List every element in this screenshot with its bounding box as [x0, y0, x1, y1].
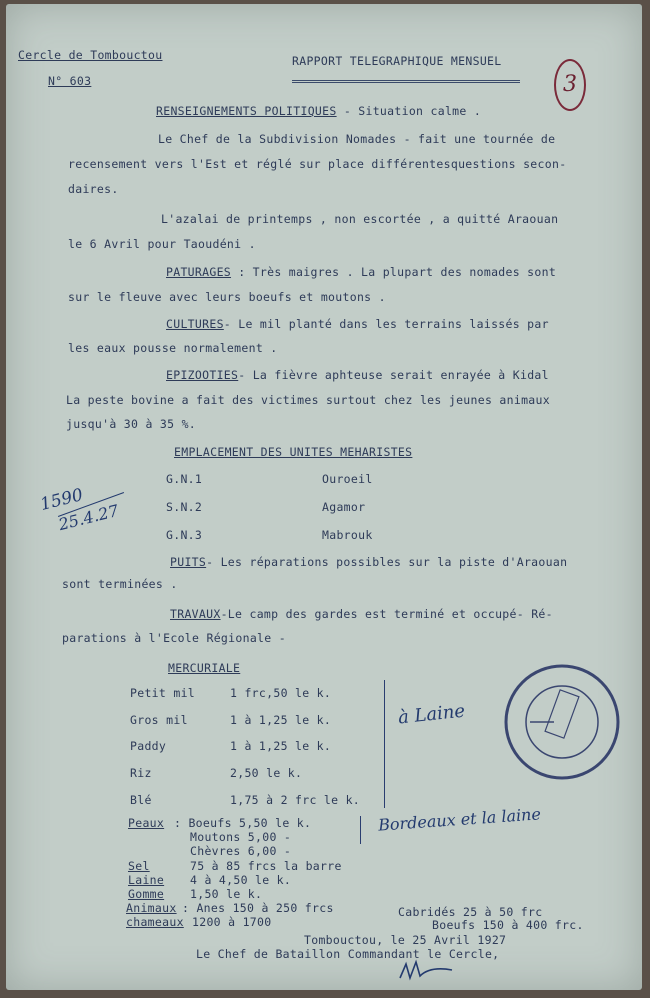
para1-line2: recensement vers l'Est et réglé sur place différentesquestions secon-	[68, 157, 567, 171]
price-item: Paddy	[130, 739, 167, 753]
mercuriale-label: MERCURIALE	[168, 661, 241, 675]
paturages-label: PATURAGES	[166, 265, 232, 279]
epizooties-text: - La fièvre aphteuse serait enrayée à Kidal	[238, 368, 549, 382]
unit-code: S.N.2	[166, 500, 203, 514]
sel-label: Sel	[128, 859, 150, 873]
price-value: 1,75 à 2 frc le k.	[230, 793, 361, 807]
epizooties-line3: jusqu'à 30 à 35 %.	[66, 417, 197, 431]
section-cultures	[166, 317, 549, 331]
unit-code: G.N.1	[166, 472, 203, 486]
margin-note-number: 1590	[38, 485, 86, 515]
signature-line: Le Chef de Bataillon Commandant le Cercle,	[196, 947, 500, 961]
document-sheet	[6, 4, 642, 990]
handwritten-note-1: à Laine	[397, 700, 467, 729]
margin-note-date: 25.4.27	[56, 500, 121, 535]
travaux-line2: parations à l'Ecole Régionale -	[62, 631, 286, 645]
peaux-line: : Boeufs 5,50 le k.	[174, 816, 312, 830]
laine-label: Laine	[128, 873, 165, 887]
price-item: Blé	[130, 793, 152, 807]
section-paturages	[166, 265, 556, 279]
politique-text: - Situation calme .	[336, 104, 482, 118]
sel-text: 75 à 85 frcs la barre	[190, 859, 342, 873]
unit-place: Mabrouk	[322, 528, 373, 542]
boeufs-text: Boeufs 150 à 400 frc.	[432, 918, 584, 932]
para2-line1: L'azalai de printemps , non escortée , a quitté Araouan	[161, 212, 559, 226]
travaux-text: -Le camp des gardes est terminé et occupé- Ré-	[220, 607, 553, 621]
chameaux-label: chameaux	[126, 915, 184, 929]
unit-place: Ouroeil	[322, 472, 373, 486]
cultures-label: CULTURES	[166, 317, 224, 331]
title-underline	[292, 80, 520, 83]
laine-text: 4 à 4,50 le k.	[190, 873, 292, 887]
date-line: Tombouctou, le 25 Avril 1927	[304, 933, 507, 947]
gomme-label: Gomme	[128, 887, 165, 901]
animaux-label: Animaux	[126, 901, 177, 915]
para1-line1: Le Chef de la Subdivision Nomades - fait une tournée de	[158, 132, 556, 146]
report-title: RAPPORT TELEGRAPHIQUE MENSUEL	[292, 54, 502, 68]
ministry-stamp-seal	[502, 662, 622, 782]
price-value: 1 à 1,25 le k.	[230, 739, 332, 753]
gomme-text: 1,50 le k.	[190, 887, 263, 901]
section-politique	[156, 104, 481, 118]
animaux-text: : Anes 150 à 250 frcs	[182, 901, 334, 915]
travaux-label: TRAVAUX	[170, 607, 221, 621]
peaux-label: Peaux	[128, 816, 165, 830]
header-cercle: Cercle de Tombouctou	[18, 48, 163, 62]
para1-line3: daires.	[68, 182, 119, 196]
handwritten-note-2: Bordeaux et la laine	[377, 804, 542, 835]
peaux-line: Chèvres 6,00 -	[190, 844, 292, 858]
price-value: 1 à 1,25 le k.	[230, 713, 332, 727]
peaux-line: Moutons 5,00 -	[190, 830, 292, 844]
header-number: N° 603	[48, 74, 92, 88]
epizooties-line2: La peste bovine a fait des victimes surtout chez les jeunes animaux	[66, 393, 550, 407]
cabrides-text: Cabridés 25 à 50 frc	[398, 905, 543, 919]
puits-line2: sont terminées .	[62, 577, 178, 591]
bracket-line-2	[360, 816, 361, 844]
cultures-line2: les eaux pousse normalement .	[68, 341, 278, 355]
politique-label: RENSEIGNEMENTS POLITIQUES	[156, 104, 337, 118]
chameaux-text: 1200 à 1700	[192, 915, 272, 929]
cultures-text: - Le mil planté dans les terrains laissés par	[223, 317, 549, 331]
epizooties-label: EPIZOOTIES	[166, 368, 239, 382]
price-value: 2,50 le k.	[230, 766, 303, 780]
signature-scribble	[396, 956, 456, 984]
paturages-line2: sur le fleuve avec leurs boeufs et moutons .	[68, 290, 386, 304]
para2-line2: le 6 Avril pour Taoudéni .	[68, 237, 256, 251]
price-item: Riz	[130, 766, 152, 780]
unit-code: G.N.3	[166, 528, 203, 542]
price-value: 1 frc,50 le k.	[230, 686, 332, 700]
puits-label: PUITS	[170, 555, 207, 569]
paturages-text: : Très maigres . La plupart des nomades sont	[231, 265, 557, 279]
puits-text: - Les réparations possibles sur la piste d'Araouan	[206, 555, 568, 569]
price-item: Gros mil	[130, 713, 188, 727]
emplacement-label: EMPLACEMENT DES UNITES MEHARISTES	[174, 445, 413, 459]
section-puits	[170, 555, 567, 569]
price-item: Petit mil	[130, 686, 196, 700]
page-number: 3	[554, 59, 586, 111]
section-travaux	[170, 607, 553, 621]
bracket-line-1	[384, 680, 385, 808]
section-epizooties	[166, 368, 549, 382]
unit-place: Agamor	[322, 500, 366, 514]
